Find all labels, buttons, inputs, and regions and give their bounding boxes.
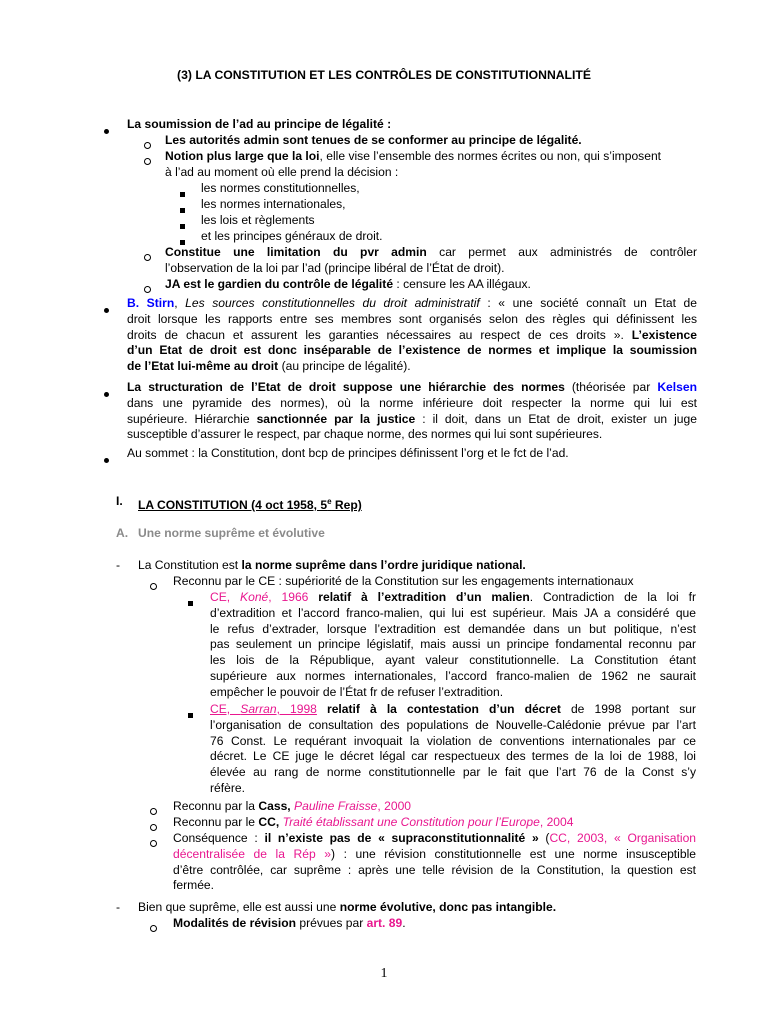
- bullet-circle: [150, 821, 157, 837]
- legalite-point-3: [165, 245, 697, 277]
- stirn-quote: B. Stirn, Les sources constitutionnelles du droit administratif : « une société connaît un Etat de droit lorsque les rapports entre ses membres sont organisés selon des règles qui définissent les droits de chacun et assurent les garanties nécessaires au respect de ces droits ». L’existence d’un Etat de droit est donc inséparable de l’existence de normes et implique la soumission de l’Etat lui-même au droit (au principe de légalité).: [127, 296, 697, 374]
- kone-ref: CE, Koné, 1966: [210, 590, 309, 604]
- section-number: I.: [116, 494, 123, 508]
- sarran-case: CE, Sarran, 1998 relatif à la contestation d’un décret de 1998 portant sur l’organisation de consultation des populations de Nouvelle-Calédonie prévue par l’art 76 Const. Le requérant invoquait la violation de conventions internationales par ce décret. Le CE juge le décret légal car respectueux des termes de la loi de 1988, loi élevée au rang de norme constitutionnelle par le fait que l’art 76 de la Const s’y réfère.: [210, 702, 697, 795]
- legalite-point-4: [165, 277, 531, 293]
- bullet-dot: [104, 453, 109, 469]
- dash-marker: -: [116, 900, 121, 914]
- legalite-point-2: [165, 149, 697, 181]
- limitation-bold: Constitue une limitation du pvr admin: [165, 245, 427, 259]
- stirn-title: Les sources constitutionnelles du droit administratif: [185, 296, 480, 310]
- notion-line2: à l’ad au moment où elle prend la décision :: [165, 164, 399, 179]
- bullet-circle: [144, 251, 151, 267]
- kelsen-name: Kelsen: [657, 380, 697, 394]
- ce-recognition: Reconnu par le CE : supériorité de la Constitution sur les engagements internationaux: [173, 574, 634, 588]
- bullet-dot: [104, 303, 109, 319]
- notion-rest: , elle vise l’ensemble des normes écrites ou non, qui s’imposent: [319, 149, 662, 163]
- notion-bold: Notion plus large que la loi: [165, 149, 320, 163]
- hierarchie-paragraph: La structuration de l’Etat de droit suppose une hiérarchie des normes (théorisée par Kelsen dans une pyramide des normes), où la norme inférieure doit respecter la norme qui lui est supérieure. Hiérarchie sanctionnée par la justice : il doit, dans un Etat de droit, exister un juge susceptible d’assurer le respect, par chaque norme, des normes qui lui sont supérieures.: [127, 380, 697, 442]
- sommet-paragraph: Au sommet : la Constitution, dont bcp de principes définissent l’org et le fct de l’ad.: [127, 446, 569, 460]
- ja-bold: JA est le gardien du contrôle de légalité: [165, 277, 394, 291]
- dash-marker: -: [116, 558, 121, 572]
- revision-line: Modalités de révision prévues par art. 89.: [173, 916, 406, 930]
- bullet-dot: [104, 124, 109, 140]
- bullet-dot: [104, 387, 109, 403]
- bullet-square: [180, 203, 185, 219]
- bullet-circle: [150, 805, 157, 821]
- subsection-heading: Une norme suprême et évolutive: [138, 526, 325, 540]
- section-heading: LA CONSTITUTION (4 oct 1958, 5e Rep): [138, 497, 362, 513]
- bullet-circle: [144, 139, 151, 155]
- norm-item: et les principes généraux de droit.: [201, 229, 383, 243]
- cass-recognition: Reconnu par la Cass, Pauline Fraisse, 2000: [173, 799, 412, 813]
- consequence-paragraph: Conséquence : il n’existe pas de « supraconstitutionnalité » (CC, 2003, « Organisation décentralisée de la Rép ») : une révision constitutionnelle est une norme insusceptible d’être contrôlée, car suprême : après une telle révision de la Constitution, la question est fermée.: [173, 831, 697, 893]
- sarran-ref[interactable]: CE, Sarran, 1998: [210, 702, 317, 716]
- bullet-square: [180, 187, 185, 203]
- stirn-author: B. Stirn: [127, 296, 175, 310]
- ja-rest: : censure les AA illégaux.: [393, 277, 531, 291]
- norm-item: les lois et règlements: [201, 213, 315, 227]
- limitation-line2: l’observation de la loi par l’ad (principe libéral de l’État de droit).: [165, 260, 505, 275]
- legalite-point-1: Les autorités admin sont tenues de se conformer au principe de légalité.: [165, 133, 582, 147]
- limitation-rest: car permet aux administrés de contrôler: [439, 245, 697, 259]
- kone-case: CE, Koné, 1966 relatif à l’extradition d’un malien. Contradiction de la loi fr d’extradition et l’accord franco-malien, qui lui est supérieur. Mais JA a considéré que le refus d’extrader, lorsque l’extradition est demandée dans un but politique, n’est pas seulement un principe législatif, mais aussi un principe fondamental reconnu par les lois de la République, ayant valeur constitutionnelle. La Constitution étant supérieure aux normes internationales, l’accord franco-malien de 1962 ne saurait empêcher le pouvoir de l’État fr de refuser l’extradition.: [210, 590, 696, 699]
- page-number: 1: [380, 966, 388, 981]
- cc-recognition: Reconnu par le CC, Traité établissant une Constitution pour l’Europe, 2004: [173, 815, 574, 829]
- art-89-ref: art. 89: [366, 916, 403, 930]
- bullet-square: [188, 596, 193, 612]
- bullet-square: [180, 219, 185, 235]
- bullet-circle: [150, 580, 157, 596]
- page-title: (3) LA CONSTITUTION ET LES CONTRÔLES DE CONSTITUTIONNALITÉ: [177, 68, 591, 82]
- bullet-circle: [144, 155, 151, 171]
- norm-item: les normes internationales,: [201, 197, 346, 211]
- norm-item: les normes constitutionnelles,: [201, 181, 360, 195]
- bullet-legalite-heading: La soumission de l’ad au principe de légalité :: [127, 117, 392, 131]
- subsection-letter: A.: [116, 526, 129, 540]
- bullet-circle: [150, 837, 157, 853]
- evolutive-norm-line: Bien que suprême, elle est aussi une norme évolutive, donc pas intangible.: [138, 900, 557, 914]
- bullet-circle: [150, 922, 157, 938]
- bullet-square: [188, 708, 193, 724]
- supreme-norm-line: La Constitution est la norme suprême dans l’ordre juridique national.: [138, 558, 526, 572]
